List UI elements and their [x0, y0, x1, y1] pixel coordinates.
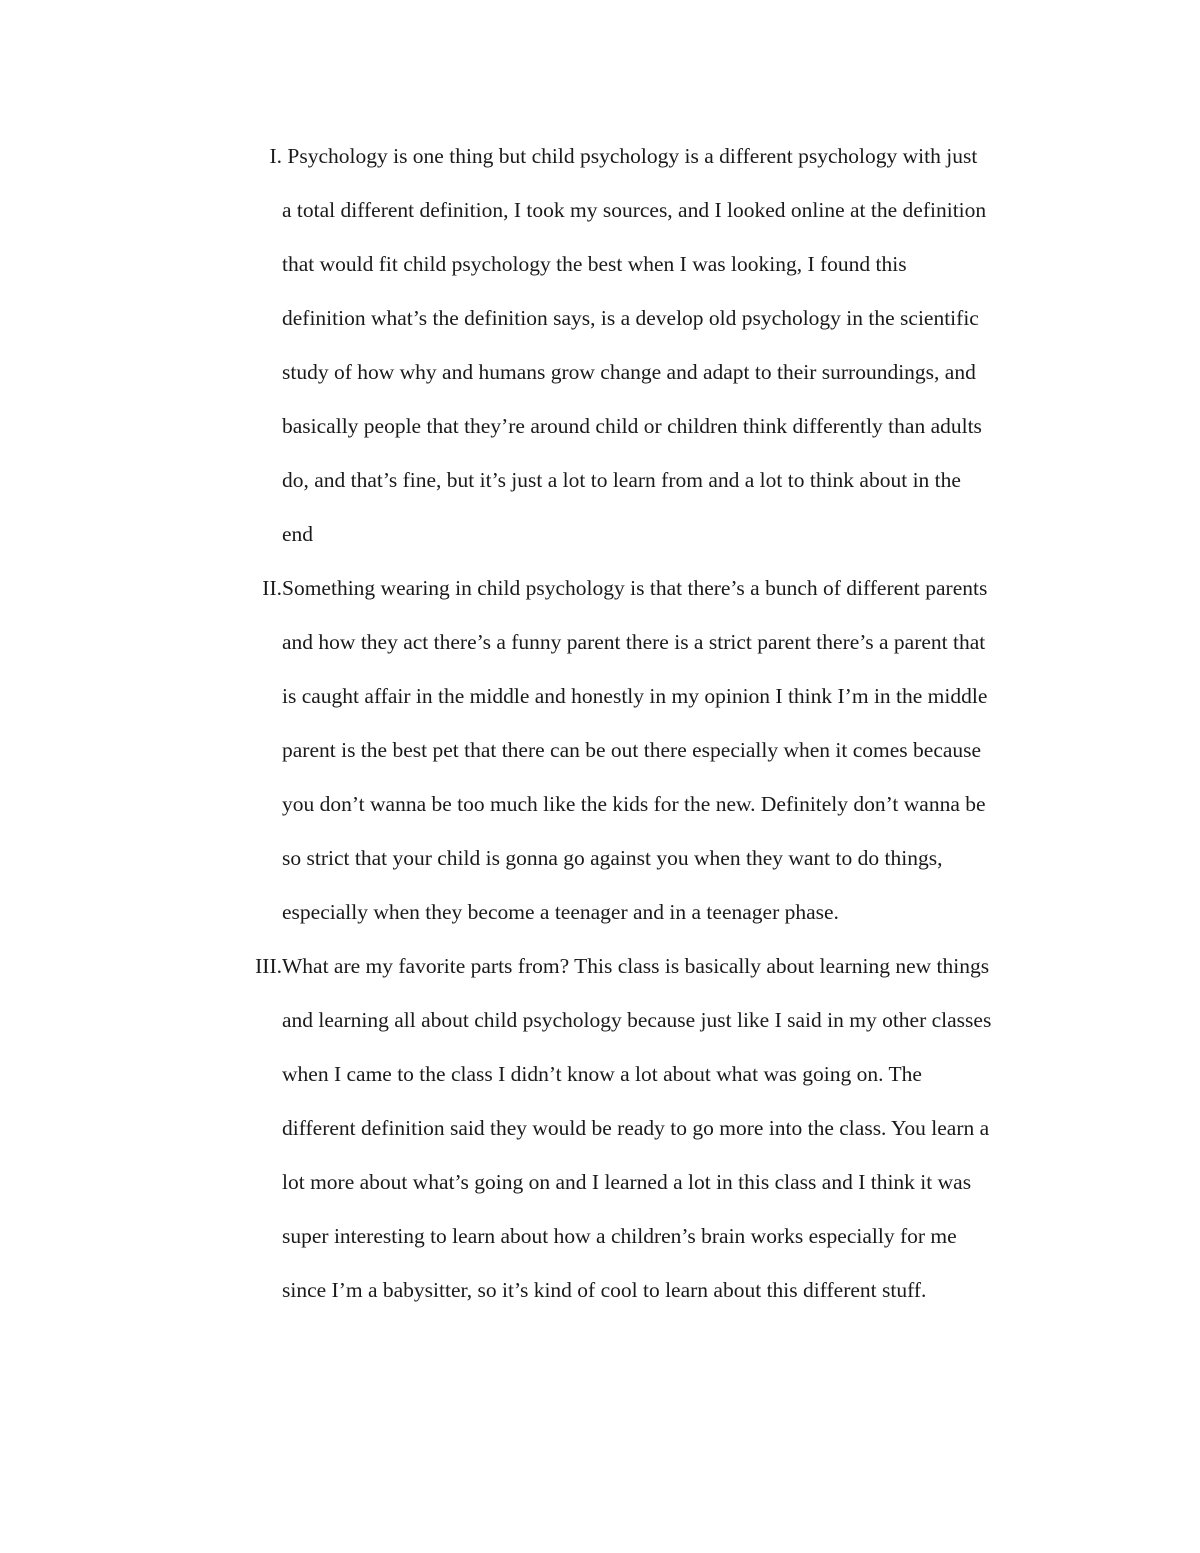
paragraph-line: Something wearing in child psychology is that there’s a bunch of different parents [282, 576, 988, 600]
paragraph-line: study of how why and humans grow change and adapt to their surroundings, and [282, 360, 976, 384]
paragraph-line: that would fit child psychology the best when I was looking, I found this [282, 252, 907, 276]
numeral-text: II. [262, 576, 282, 600]
paragraph-line: is caught affair in the middle and honestly in my opinion I think I’m in the middle [282, 684, 988, 708]
outline-item-2 [200, 561, 1070, 939]
numeral-text: I. [269, 144, 282, 168]
outline-paragraph [282, 129, 1070, 561]
paragraph-line: What are my favorite parts from? This class is basically about learning new things [282, 954, 990, 978]
outline-item-1 [200, 129, 1070, 561]
paragraph-line: different definition said they would be ready to go more into the class. You learn a [282, 1116, 990, 1140]
paragraph-line: Psychology is one thing but child psychology is a different psychology with just [282, 144, 978, 168]
paragraph-line: definition what’s the definition says, is a develop old psychology in the scientific [282, 306, 979, 330]
paragraph-line: so strict that your child is gonna go against you when they want to do things, [282, 846, 943, 870]
outline-paragraph [282, 939, 1070, 1317]
paragraph-line: a total different definition, I took my sources, and I looked online at the definition [282, 198, 987, 222]
numeral-text: III. [255, 954, 282, 978]
outline-paragraph [282, 561, 1070, 939]
outline-numeral [200, 939, 282, 993]
paragraph-line: parent is the best pet that there can be out there especially when it comes because [282, 738, 982, 762]
outline-numeral [200, 561, 282, 615]
outline-list [200, 129, 1070, 1317]
paragraph-line: lot more about what’s going on and I learned a lot in this class and I think it was [282, 1170, 972, 1194]
paragraph-line: when I came to the class I didn’t know a lot about what was going on. The [282, 1062, 922, 1086]
paragraph-line: and how they act there’s a funny parent there is a strict parent there’s a parent that [282, 630, 986, 654]
outline-item-3 [200, 939, 1070, 1317]
paragraph-line: basically people that they’re around child or children think differently than adults [282, 414, 982, 438]
paragraph-line: since I’m a babysitter, so it’s kind of cool to learn about this different stuff. [282, 1278, 927, 1302]
paragraph-line: especially when they become a teenager and in a teenager phase. [282, 900, 839, 924]
paragraph-line: do, and that’s fine, but it’s just a lot to learn from and a lot to think about in the [282, 468, 961, 492]
paragraph-line: and learning all about child psychology because just like I said in my other classes [282, 1008, 992, 1032]
paragraph-line: super interesting to learn about how a children’s brain works especially for me [282, 1224, 957, 1248]
paragraph-line: end [282, 522, 314, 546]
paragraph-line: you don’t wanna be too much like the kids for the new. Definitely don’t wanna be [282, 792, 986, 816]
outline-numeral [200, 129, 282, 183]
